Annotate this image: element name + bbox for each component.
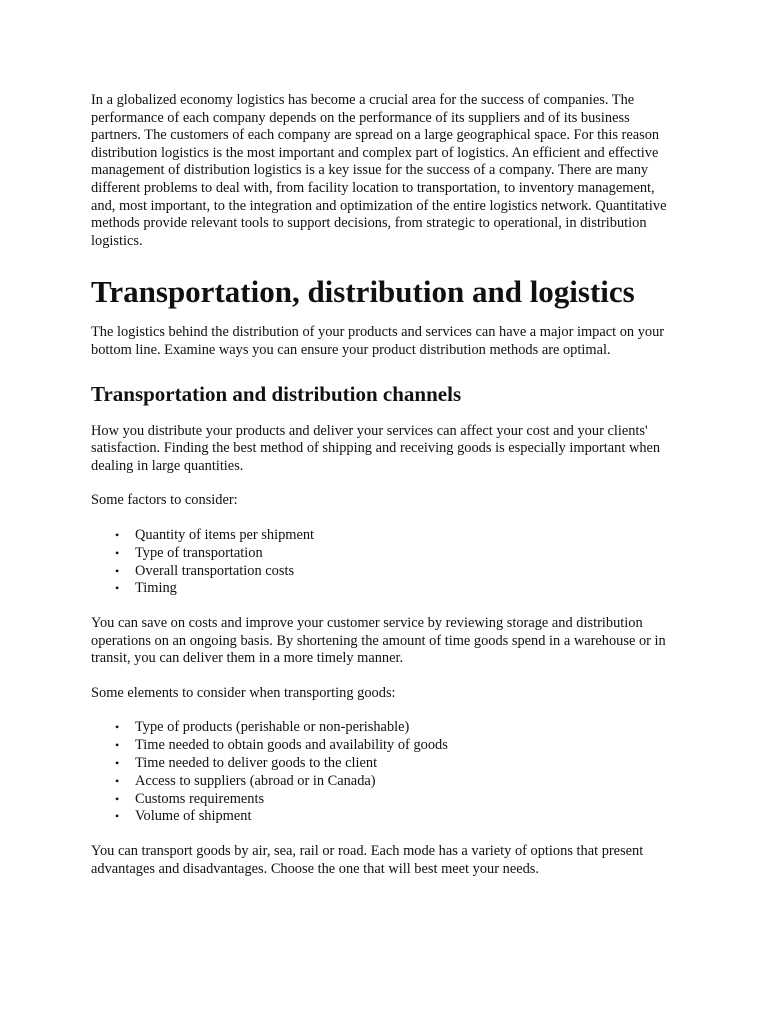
- list-item: [91, 791, 691, 809]
- list-item: [91, 580, 691, 598]
- intro-paragraph: In a globalized economy logistics has become a crucial area for the success of companies. The performance of each company depends on the performance of its suppliers and of its business partners. The customers of each company are spread on a large geographical space. For this reason distribution logistics is the most important and complex part of logistics. An efficient and effective management of distribution logistics is a key issue for the success of a company. There are many different problems to deal with, from facility location to transportation, to inventory management, and, most important, to the integration and optimization of the entire logistics network. Quantitative methods provide relevant tools to support decisions, from strategic to operational, in distribution logistics.: [91, 92, 667, 249]
- list-item-text: Access to suppliers (abroad or in Canada): [135, 772, 376, 789]
- list-item-text: Time needed to obtain goods and availability of goods: [135, 737, 448, 754]
- bullet-icon: •: [115, 809, 120, 824]
- savings-paragraph: You can save on costs and improve your customer service by reviewing storage and distribution operations on an ongoing basis. By shortening the amount of time goods spend in a warehouse or in transit, you can deliver them in a more timely manner.: [91, 615, 666, 667]
- bullet-icon: •: [115, 581, 120, 596]
- list-item-text: Volume of shipment: [135, 808, 252, 825]
- bullet-icon: •: [115, 773, 120, 788]
- main-heading: Transportation, distribution and logistics: [91, 274, 635, 310]
- channels-paragraph: How you distribute your products and deliver your services can affect your cost and your clients' satisfaction. Finding the best method of shipping and receiving goods is especially important when dealing in large quantities.: [91, 422, 661, 474]
- factors-list: [91, 527, 691, 598]
- list-item: [91, 808, 691, 826]
- sub-heading: Transportation and distribution channels: [91, 381, 462, 406]
- elements-list: [91, 719, 691, 826]
- factors-intro: Some factors to consider:: [91, 492, 238, 509]
- list-item-text: Timing: [135, 580, 177, 597]
- list-item-text: Quantity of items per shipment: [135, 526, 315, 543]
- list-item-text: Time needed to deliver goods to the client: [135, 755, 378, 772]
- list-item-text: Type of products (perishable or non-perishable): [135, 719, 410, 736]
- list-item: [91, 563, 691, 581]
- list-item-text: Customs requirements: [135, 790, 265, 807]
- list-item: [91, 527, 691, 545]
- list-item: [91, 737, 691, 755]
- bullet-icon: •: [115, 720, 120, 735]
- bullet-icon: •: [115, 738, 120, 753]
- list-item: [91, 773, 691, 791]
- list-item: [91, 719, 691, 737]
- bullet-icon: •: [115, 545, 120, 560]
- list-item: [91, 755, 691, 773]
- main-paragraph: The logistics behind the distribution of your products and services can have a major impact on your bottom line. Examine ways you can ensure your product distribution methods are optimal.: [91, 324, 665, 358]
- bullet-icon: •: [115, 791, 120, 806]
- list-item-text: Type of transportation: [135, 544, 263, 561]
- bullet-icon: •: [115, 756, 120, 771]
- list-item: [91, 545, 691, 563]
- list-item-text: Overall transportation costs: [135, 562, 295, 579]
- elements-intro: Some elements to consider when transporting goods:: [91, 684, 396, 701]
- document-page: [91, 92, 691, 878]
- bullet-icon: •: [115, 563, 120, 578]
- bullet-icon: •: [115, 527, 120, 542]
- modes-paragraph: You can transport goods by air, sea, rail or road. Each mode has a variety of options that present advantages and disadvantages. Choose the one that will best meet your needs.: [91, 843, 644, 877]
